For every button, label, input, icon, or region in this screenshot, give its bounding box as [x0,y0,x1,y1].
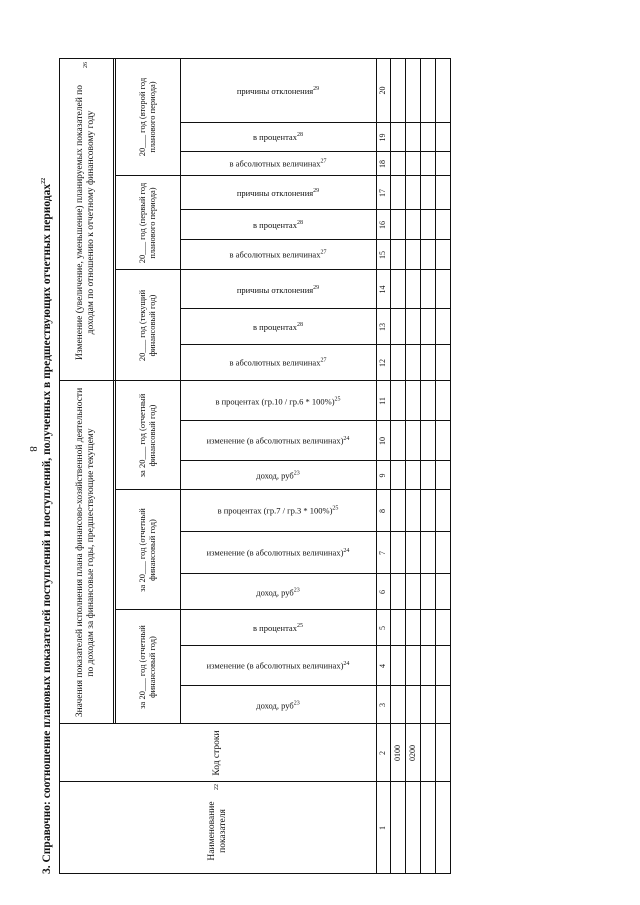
group-divider [113,58,114,724]
column-header-15-text: в абсолютных величинах [229,250,321,260]
column-number-13 [377,310,389,344]
column-header-14-sup: 29 [313,284,320,291]
header-group-history [61,385,111,720]
vline-major-0 [59,873,450,874]
column-header-15-sup: 27 [320,250,327,257]
column-number-6 [377,575,389,609]
column-number-5 [377,611,389,645]
header-year-1-text: за 20___ год (отчетный финансовый год) [136,508,157,592]
header-code [61,726,374,780]
column-number-7 [377,533,389,573]
vline-col-19 [180,122,450,123]
column-number-17 [377,177,389,209]
column-number-16-text: 16 [378,221,388,229]
column-number-17-text: 17 [378,189,388,197]
column-header-5-text: в процентах [253,623,297,633]
vline-year-8 [115,489,450,490]
section-title-sup: 22 [41,177,47,184]
column-header-6-label [256,587,299,597]
column-header-5 [181,611,375,645]
row-2-code [421,725,434,781]
column-header-18-sup: 27 [320,159,327,166]
column-header-8-text: в процентах (гр.7 / гр.3 * 100%) [217,505,333,516]
section-title [31,44,57,874]
header-year-3 [117,272,178,379]
column-number-8 [377,491,389,531]
row-0-code [391,725,404,781]
vline-major-2 [59,723,450,724]
vline-col-6 [180,573,450,574]
column-header-17-sup: 29 [313,188,320,195]
column-header-4-text: изменение (в абсолютных величинах) [206,660,344,671]
vline-year-5 [115,609,450,610]
column-header-7-text: изменение (в абсолютных величинах) [206,547,344,558]
column-number-9-text: 9 [378,473,388,478]
column-header-3-sup: 23 [293,700,300,707]
column-header-15-label [230,250,327,260]
column-number-19-text: 19 [378,133,388,142]
column-header-10-sup: 24 [343,436,350,443]
column-header-15 [181,241,375,269]
column-header-9-text: доход, руб [256,470,294,481]
row-line-4 [450,58,451,874]
header-year-2 [117,383,178,488]
column-number-11-text: 11 [378,397,388,405]
header-code-text: Код строки [212,730,223,776]
column-header-8-sup: 25 [332,506,339,513]
column-header-3-label [256,700,299,710]
row-1-name [406,783,419,873]
row-0-name [391,783,404,873]
column-header-10 [181,422,375,460]
header-group-change-sup: 26 [82,62,89,68]
column-number-14 [377,271,389,308]
column-header-5-sup: 25 [296,623,303,630]
column-header-13-sup: 28 [296,322,303,329]
column-header-17 [181,177,375,209]
row-3-code [436,725,449,781]
header-year-3-text: 20___ год (текущий финансовый год) [136,289,157,362]
column-header-13-label [253,322,303,332]
column-header-6-text: доход, руб [256,586,294,597]
column-header-13 [181,310,375,344]
column-header-12 [181,346,375,380]
column-header-19-label [253,133,303,143]
column-number-9 [377,462,389,489]
column-header-8-label [218,506,339,516]
column-header-11-text: в процентах (гр.10 / гр.6 * 100%) [215,395,335,406]
rotated-form [31,44,441,874]
column-header-4 [181,647,375,685]
column-header-10-text: изменение (в абсолютных величинах) [206,435,344,446]
header-year-4-text: 20___ год (первый год планового периода) [136,182,157,264]
vline-col-9 [180,460,450,461]
vline-major-11 [59,380,450,381]
section-title-text: 3. Справочно: соотношение плановых показателей поступлений и поступлений, полученных в предшествующих отчетных периодах [40,183,53,874]
column-number-20 [377,59,389,122]
header-group-history-text: Значения показателей исполнения плана финансово-хозяйственной деятельности по доходам за финансовые годы, предшествующие текущему [75,387,96,718]
vline-year-14 [115,269,450,270]
column-header-20 [181,59,375,122]
column-header-10-label [207,436,350,446]
data-table [59,58,429,874]
column-number-16 [377,211,389,239]
column-number-18-text: 18 [378,160,388,168]
column-header-13-text: в процентах [253,322,297,332]
column-header-3 [181,687,375,723]
column-header-16 [181,211,375,239]
column-header-3-text: доход, руб [256,699,294,710]
column-number-1-text: 1 [378,826,388,830]
column-header-7-sup: 24 [343,548,350,555]
column-header-18-text: в абсолютных величинах [229,159,321,169]
column-header-12-sup: 27 [320,358,327,365]
column-number-3 [377,687,389,723]
row-2-name [421,783,434,873]
column-header-18 [181,153,375,175]
column-number-18 [377,153,389,175]
column-header-12-text: в абсолютных величинах [229,358,321,368]
column-number-2-text: 2 [378,751,388,755]
header-year-5 [117,60,178,174]
column-header-7 [181,533,375,573]
column-header-4-label [207,661,350,671]
header-name-sup: 22 [214,784,221,790]
column-number-2 [377,725,389,781]
column-header-11-sup: 25 [334,396,341,403]
header-name-text: Наименование показателя [206,801,228,861]
column-header-20-label [237,85,319,95]
column-header-16-text: в процентах [253,220,297,230]
column-number-13-text: 13 [378,323,388,331]
column-header-4-sup: 24 [343,661,350,668]
vline-col-13 [180,308,450,309]
vline-col-4 [180,645,450,646]
column-header-6 [181,575,375,609]
vline-col-3 [180,685,450,686]
row-0-code-text: 0100 [392,745,402,761]
column-header-9-sup: 23 [293,470,300,477]
vline-year-17 [115,175,450,176]
column-header-17-label [237,188,319,198]
column-header-16-label [253,220,303,230]
column-header-9 [181,462,375,489]
column-header-12-label [230,358,327,368]
header-name [61,784,374,872]
header-year-1 [117,492,178,608]
column-header-8 [181,491,375,531]
vline-col-18 [180,151,450,152]
column-number-15-text: 15 [378,251,388,259]
column-header-6-sup: 23 [293,587,300,594]
row-3-name [436,783,449,873]
header-group-change-text: Изменение (увеличение, уменьшение) планируемых показателей по доходам по отношению к отчетному финансовому году [75,84,96,361]
column-number-4-text: 4 [378,664,388,668]
vline-col-12 [180,344,450,345]
column-number-14-text: 14 [378,285,388,294]
column-header-19-sup: 28 [296,132,303,139]
column-header-11-label [215,396,340,406]
column-number-3-text: 3 [378,703,388,707]
vline-major-1 [59,781,450,782]
vline-col-16 [180,209,450,210]
column-header-17-text: причины отклонения [236,187,314,198]
column-number-6-text: 6 [378,590,388,594]
column-number-15 [377,241,389,269]
page-number: 8 [26,446,39,452]
column-header-20-text: причины отклонения [236,85,314,96]
column-number-10 [377,422,389,460]
vline-col-10 [180,420,450,421]
header-group-change [61,62,111,377]
column-number-19 [377,124,389,151]
column-number-20-text: 20 [378,86,388,95]
column-header-18-label [230,159,327,169]
header-year-2-text: за 20___ год (отчетный финансовый год) [136,393,157,478]
column-header-19 [181,124,375,151]
vline-col-15 [180,239,450,240]
column-number-10-text: 10 [378,437,388,445]
column-header-11 [181,382,375,420]
column-number-8-text: 8 [378,509,388,513]
column-number-5-text: 5 [378,626,388,630]
column-number-11 [377,382,389,420]
header-year-5-text: 20___ год (второй год планового периода) [136,77,157,157]
header-year-0-text: за 20___ год (отчетный финансовый год) [136,625,157,709]
row-1-code-text: 0200 [407,745,417,761]
column-header-5-label [253,623,303,633]
column-number-12-text: 12 [378,359,388,367]
column-header-20-sup: 29 [313,85,320,92]
row-1-code [406,725,419,781]
column-header-14 [181,271,375,308]
column-header-14-label [237,284,319,294]
column-number-4 [377,647,389,685]
column-number-1 [377,783,389,873]
column-header-7-label [207,548,350,558]
column-number-7-text: 7 [378,551,388,555]
column-header-14-text: причины отклонения [236,284,314,295]
group-divider-2 [115,58,116,724]
table-top-border [59,58,60,874]
column-number-12 [377,346,389,380]
column-header-9-label [256,470,299,480]
column-header-19-text: в процентах [253,132,297,143]
column-header-16-sup: 28 [296,220,303,227]
header-year-0 [117,612,178,722]
header-year-4 [117,178,178,268]
vline-col-7 [180,531,450,532]
